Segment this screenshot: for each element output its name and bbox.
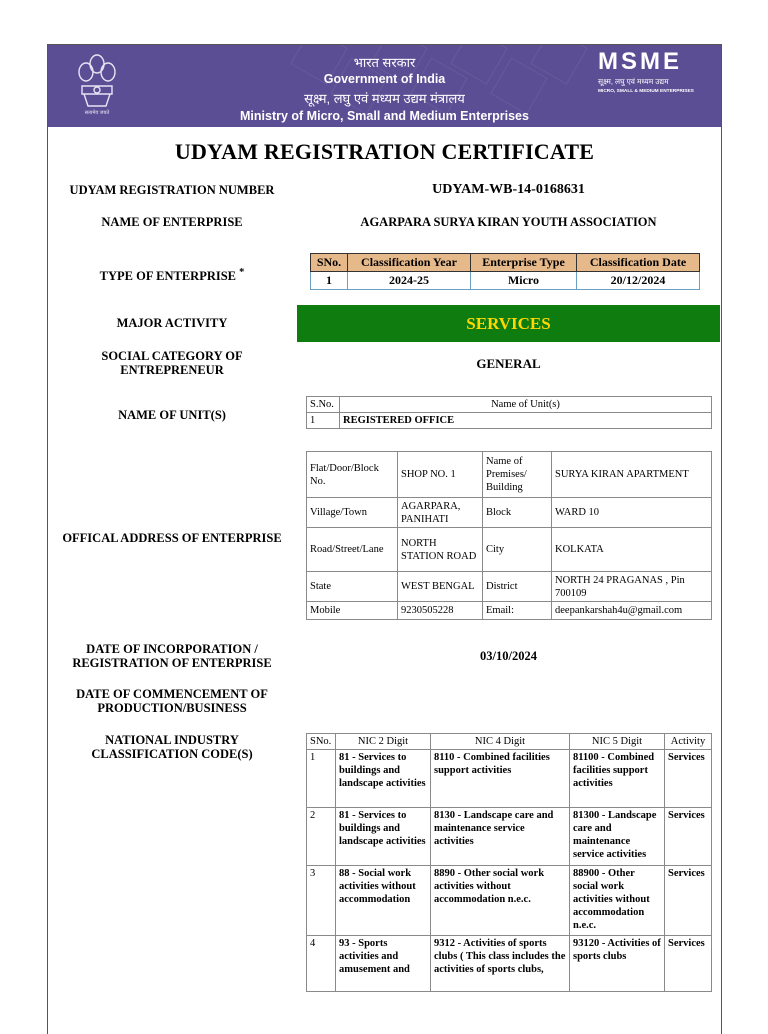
nic-cell: Services <box>665 750 712 808</box>
nic-cell: 8110 - Combined facilities support activities <box>431 750 570 808</box>
government-label: Government of India <box>323 72 446 86</box>
nic-cell: 8130 - Landscape care and maintenance service activities <box>431 808 570 866</box>
address-state-value: WEST BENGAL <box>398 572 483 602</box>
social-category-label-line2: ENTREPRENEUR <box>120 363 224 377</box>
enterprise-name-label: NAME OF ENTERPRISE <box>101 215 243 229</box>
nic-header-activity: Activity <box>665 734 712 750</box>
major-activity-label: MAJOR ACTIVITY <box>116 316 228 330</box>
nic-cell: 93 - Sports activities and amusement and <box>336 936 431 992</box>
hindi-ministry-label: सूक्ष्म, लघु एवं मध्यम उद्यम मंत्रालय <box>304 91 465 106</box>
address-block-label: Block <box>483 498 552 528</box>
incorporation-label <box>56 642 288 670</box>
units-header-name: Name of Unit(s) <box>340 397 712 413</box>
table-row <box>307 808 712 866</box>
nic-label <box>56 733 288 761</box>
address-label: OFFICAL ADDRESS OF ENTERPRISE <box>62 531 282 545</box>
commencement-label-line1: DATE OF COMMENCEMENT OF <box>76 687 268 701</box>
ministry-label: Ministry of Micro, Small and Medium Enterprises <box>240 109 529 123</box>
nic-cell: Services <box>665 808 712 866</box>
type-header-date: Classification Date <box>577 254 700 272</box>
units-label: NAME OF UNIT(S) <box>118 408 226 422</box>
incorporation-label-line1: DATE OF INCORPORATION / <box>86 642 258 656</box>
nic-cell: 88 - Social work activities without accommodation <box>336 866 431 936</box>
nic-cell: 93120 - Activities of sports clubs <box>570 936 665 992</box>
units-table <box>306 396 712 429</box>
nic-cell: 8890 - Other social work activities without accommodation n.e.c. <box>431 866 570 936</box>
type-cell-date: 20/12/2024 <box>577 272 700 290</box>
address-email-value: deepankarshah4u@gmail.com <box>552 602 712 620</box>
address-email-label: Email: <box>483 602 552 620</box>
nic-table <box>306 733 712 992</box>
nic-cell: 88900 - Other social work activities without accommodation n.e.c. <box>570 866 665 936</box>
enterprise-type-label-text: TYPE OF ENTERPRISE <box>99 269 237 284</box>
nic-cell: 9312 - Activities of sports clubs ( This class includes the activities of sports clubs, <box>431 936 570 992</box>
address-district-label: District <box>483 572 552 602</box>
nic-cell: 3 <box>307 866 336 936</box>
address-village-label: Village/Town <box>307 498 398 528</box>
social-category-label <box>56 349 288 377</box>
nic-label-line2: CLASSIFICATION CODE(S) <box>91 747 253 761</box>
address-city-label: City <box>483 528 552 572</box>
enterprise-type-table <box>310 253 700 290</box>
nic-cell: 81 - Services to buildings and landscape activities <box>336 750 431 808</box>
address-flat-label: Flat/Door/Block No. <box>307 452 398 498</box>
reg-no-value: UDYAM-WB-14-0168631 <box>432 182 585 197</box>
nic-cell: 81100 - Combined facilities support activities <box>570 750 665 808</box>
table-row <box>307 866 712 936</box>
table-row <box>307 750 712 808</box>
nic-label-line1: NATIONAL INDUSTRY <box>105 733 239 747</box>
enterprise-name-value: AGARPARA SURYA KIRAN YOUTH ASSOCIATION <box>360 215 657 229</box>
incorporation-label-line2: REGISTRATION OF ENTERPRISE <box>72 656 272 670</box>
nic-header-2digit: NIC 2 Digit <box>336 734 431 750</box>
incorporation-value: 03/10/2024 <box>480 649 537 663</box>
msme-logo <box>598 50 708 96</box>
nic-header-5digit: NIC 5 Digit <box>570 734 665 750</box>
major-activity-value: SERVICES <box>297 305 720 342</box>
social-category-value: GENERAL <box>476 356 541 371</box>
required-star: * <box>239 267 245 278</box>
address-road-value: NORTH STATION ROAD <box>398 528 483 572</box>
type-cell-sno: 1 <box>311 272 348 290</box>
nic-cell: 4 <box>307 936 336 992</box>
enterprise-type-label <box>56 266 288 283</box>
units-header-sno: S.No. <box>307 397 340 413</box>
nic-header-sno: SNo. <box>307 734 336 750</box>
table-row <box>307 936 712 992</box>
type-cell-year: 2024-25 <box>348 272 471 290</box>
address-road-label: Road/Street/Lane <box>307 528 398 572</box>
reg-no-label: UDYAM REGISTRATION NUMBER <box>69 183 275 197</box>
nic-cell: 2 <box>307 808 336 866</box>
certificate-title: UDYAM REGISTRATION CERTIFICATE <box>174 139 595 164</box>
type-cell-type: Micro <box>471 272 577 290</box>
msme-logo-sub: MICRO, SMALL & MEDIUM ENTERPRISES <box>598 89 694 94</box>
address-premises-value: SURYA KIRAN APARTMENT <box>552 452 712 498</box>
type-header-type: Enterprise Type <box>471 254 577 272</box>
address-village-value: AGARPARA, PANIHATI <box>398 498 483 528</box>
nic-cell: 81300 - Landscape care and maintenance service activities <box>570 808 665 866</box>
nic-header-4digit: NIC 4 Digit <box>431 734 570 750</box>
commencement-label <box>56 687 288 715</box>
address-mobile-label: Mobile <box>307 602 398 620</box>
units-cell-name: REGISTERED OFFICE <box>340 413 712 429</box>
nic-cell: 1 <box>307 750 336 808</box>
type-header-year: Classification Year <box>348 254 471 272</box>
nic-cell: Services <box>665 866 712 936</box>
msme-logo-text: MSME <box>598 48 682 75</box>
type-header-sno: SNo. <box>311 254 348 272</box>
address-premises-label: Name of Premises/ Building <box>483 452 552 498</box>
msme-logo-hindi: सूक्ष्म, लघु एवं मध्यम उद्यम <box>598 77 669 86</box>
nic-cell: Services <box>665 936 712 992</box>
nic-cell: 81 - Services to buildings and landscape activities <box>336 808 431 866</box>
address-table <box>306 451 712 620</box>
hindi-government-label: भारत सरकार <box>353 55 416 70</box>
address-district-value: NORTH 24 PRAGANAS , Pin 700109 <box>552 572 712 602</box>
address-mobile-value: 9230505228 <box>398 602 483 620</box>
address-state-label: State <box>307 572 398 602</box>
address-block-value: WARD 10 <box>552 498 712 528</box>
emblem-motto: सत्यमेव जयते <box>84 110 110 116</box>
address-city-value: KOLKATA <box>552 528 712 572</box>
commencement-label-line2: PRODUCTION/BUSINESS <box>97 701 247 715</box>
units-cell-sno: 1 <box>307 413 340 429</box>
social-category-label-line1: SOCIAL CATEGORY OF <box>101 349 243 363</box>
address-flat-value: SHOP NO. 1 <box>398 452 483 498</box>
